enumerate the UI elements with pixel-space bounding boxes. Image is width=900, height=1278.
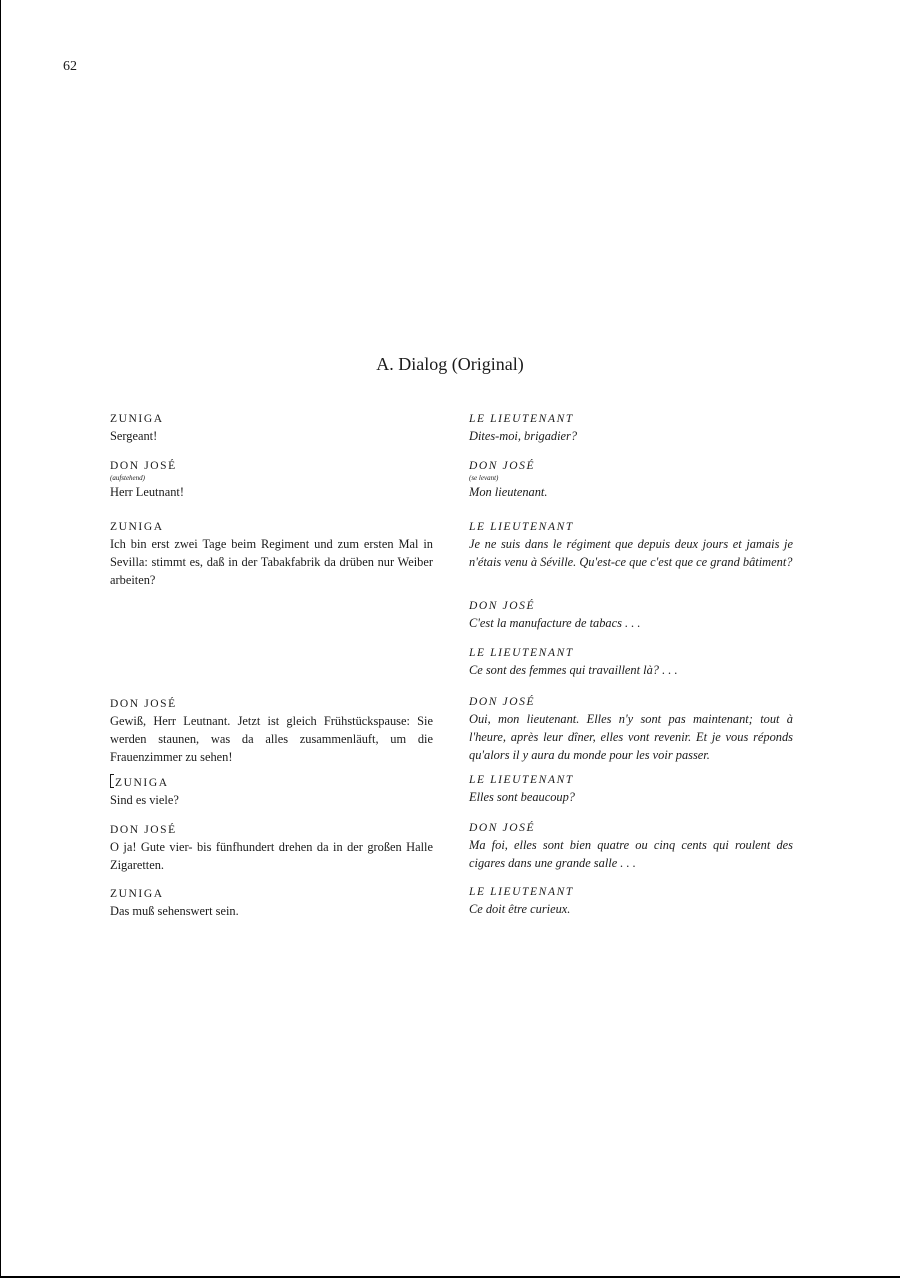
dialog-entry-right	[469, 884, 793, 918]
dialog-entry-right	[469, 820, 793, 872]
speaker-name: DON JOSÉ	[469, 600, 536, 612]
dialog-line: Je ne suis dans le régiment que depuis deux jours et jamais je n'étais venu à Séville. Qu'est-ce que c'est que ce grand bâtiment?	[469, 537, 793, 569]
dialog-entry-right	[469, 519, 793, 571]
speaker-name: LE LIEUTENANT	[469, 647, 574, 659]
stage-direction: (aufstehend)	[110, 474, 145, 482]
dialog-entry-right	[469, 694, 793, 764]
dialog-entry-left	[110, 458, 433, 501]
page-number: 62	[63, 59, 77, 74]
dialog-line: Oui, mon lieutenant. Elles n'y sont pas maintenant; tout à l'heure, après leur dîner, elles vont revenir. Et je vous réponds qu'alors il y aura du monde pour les voir passer.	[469, 712, 793, 762]
dialog-entry-left	[110, 519, 433, 589]
margin-bracket-mark	[110, 774, 114, 788]
dialog-line: Sergeant!	[110, 429, 158, 443]
speaker-name: ZUNIGA	[110, 521, 164, 533]
dialog-entry-left	[110, 886, 433, 920]
dialog-entry-left	[110, 774, 433, 809]
speaker-name: ZUNIGA	[110, 413, 164, 425]
dialog-entry-left	[110, 822, 433, 874]
page-left-edge	[0, 0, 1, 1278]
dialog-line: Ce sont des femmes qui travaillent là? . . .	[469, 663, 678, 677]
dialog-line: Sind es viele?	[110, 793, 179, 807]
dialog-line: Dites-moi, brigadier?	[469, 429, 578, 443]
speaker-name: LE LIEUTENANT	[469, 886, 574, 898]
dialog-entry-left	[110, 696, 433, 766]
speaker-name-text: ZUNIGA	[115, 777, 169, 789]
dialog-line: O ja! Gute vier- bis fünfhundert drehen da in der großen Halle Zigaretten.	[110, 840, 433, 872]
dialog-entry-right	[469, 772, 793, 806]
dialog-entry-right	[469, 411, 793, 445]
speaker-name: DON JOSÉ	[110, 698, 177, 710]
dialog-entry-left	[110, 411, 433, 445]
dialog-line: Ma foi, elles sont bien quatre ou cinq cents qui roulent des cigares dans une grande salle . . .	[469, 838, 793, 870]
speaker-name: LE LIEUTENANT	[469, 521, 574, 533]
speaker-name: LE LIEUTENANT	[469, 413, 574, 425]
speaker-name: ZUNIGA	[110, 888, 164, 900]
dialog-line: Das muß sehenswert sein.	[110, 904, 239, 918]
dialog-line: C'est la manufacture de tabacs . . .	[469, 616, 641, 630]
speaker-name: DON JOSÉ	[469, 696, 536, 708]
section-title: A. Dialog (Original)	[376, 354, 524, 374]
dialog-entry-right	[469, 458, 793, 501]
speaker-name: DON JOSÉ	[469, 460, 536, 472]
speaker-name: LE LIEUTENANT	[469, 774, 574, 786]
dialog-line: Ce doit être curieux.	[469, 902, 571, 916]
dialog-line: Gewiß, Herr Leutnant. Jetzt ist gleich Frühstückspause: Sie werden staunen, was da alles zusammenläuft, um die Frauenzimmer zu sehen!	[110, 714, 433, 764]
stage-direction: (se levant)	[469, 474, 499, 482]
speaker-name: DON JOSÉ	[469, 822, 536, 834]
dialog-line: Mon lieutenant.	[469, 485, 548, 499]
speaker-name: DON JOSÉ	[110, 460, 177, 472]
dialog-line: Elles sont beaucoup?	[469, 790, 575, 804]
speaker-name: DON JOSÉ	[110, 824, 177, 836]
dialog-line: Herr Leutnant!	[110, 485, 184, 499]
speaker-name	[110, 774, 433, 791]
dialog-line: Ich bin erst zwei Tage beim Regiment und zum ersten Mal in Sevilla: stimmt es, daß in der Tabakfabrik da drüben nur Weiber arbeiten?	[110, 537, 433, 587]
dialog-entry-right	[469, 598, 793, 632]
dialog-entry-right	[469, 645, 793, 679]
